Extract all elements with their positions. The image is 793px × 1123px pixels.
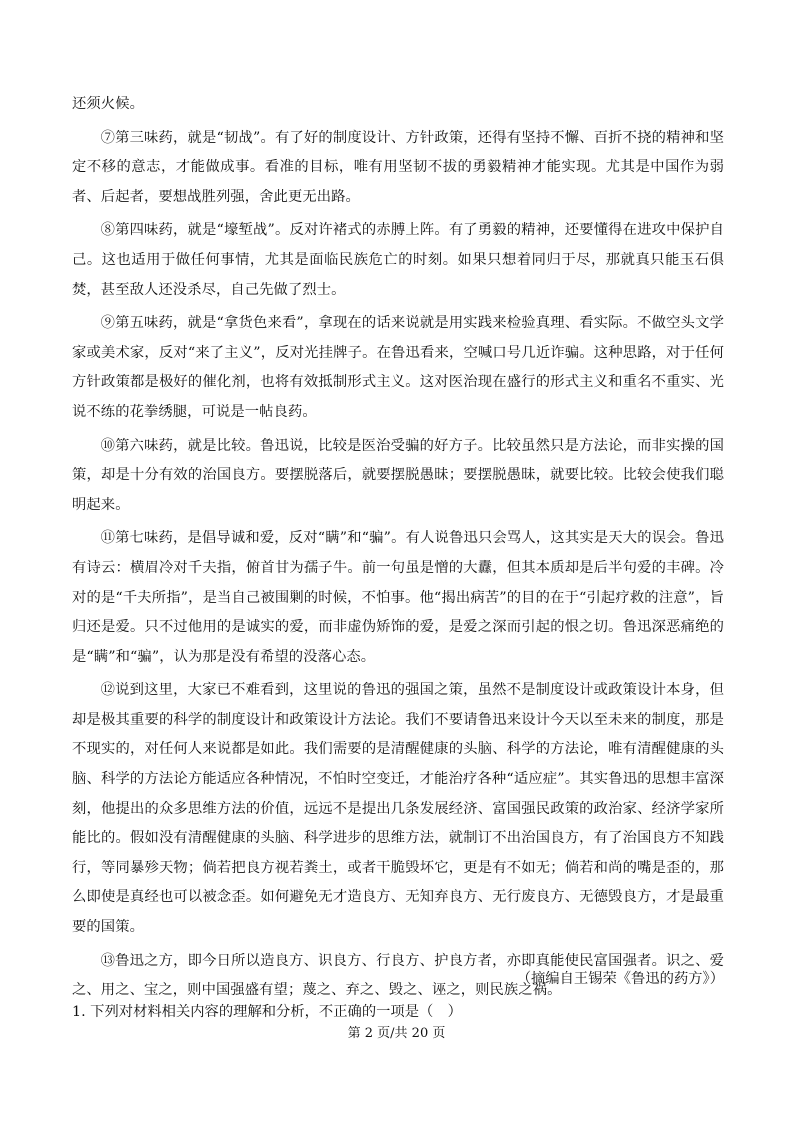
page-footer: 第 2 页/共 20 页	[347, 1026, 446, 1041]
paragraph-8: ⑧第四味药，就是“壕堑战”。反对许褚式的赤膊上阵。有了勇毅的精神，还要懂得在进攻中保护自己。这也适用于做任何事情，尤其是面临民族危亡的时刻。如果只想着同归于尽，那就真只能玉石俱焚，甚至敌人还没杀尽，自己先做了烈士。	[72, 222, 724, 298]
article-body	[72, 90, 724, 1010]
paragraph-7: ⑦第三味药，就是“韧战”。有了好的制度设计、方针政策，还得有坚持不懈、百折不挠的精神和坚定不移的意志，才能做成事。看准的目标，唯有用坚韧不拔的勇毅精神才能实现。尤其是中国作为弱者、后起者，要想战胜列强，舍此更无出路。	[72, 129, 724, 205]
paragraph-10: ⑩第六味药，就是比较。鲁迅说，比较是医治受骗的好方子。比较虽然只是方法论，而非实操的国策，却是十分有效的治国良方。要摆脱落后，就要摆脱愚昧；要摆脱愚昧，就要比较。比较会使我们聪明起来。	[72, 437, 724, 513]
paragraph-13: ⑬鲁迅之方，即今日所以造良方、识良方、行良方、护良方者，亦即真能使民富国强者。识之、爱之、用之、宝之，则中国强盛有望；蔑之、弃之、毁之、诬之，则民族之祸。	[72, 952, 724, 999]
question-1: 1. 下列对材料相关内容的理解和分析，不正确的一项是（ ）	[72, 1004, 462, 1020]
paragraph-11: ⑪第七味药，是倡导诚和爱，反对“瞒”和“骗”。有人说鲁迅只会骂人，这其实是天大的误会。鲁迅有诗云：横眉冷对千夫指，俯首甘为孺子牛。前一句虽是憎的大纛，但其本质却是后半句爱的丰碑。冷对的是“千夫所指”，是当自己被围剿的时候，不怕事。他“揭出病苦”的目的在于“引起疗救的注意”，旨归还是爱。只不过他用的是诚实的爱，而非虚伪矫饰的爱，是爱之深而引起的恨之切。鲁迅深恶痛绝的是“瞒”和“骗”，认为那是没有希望的没落心态。	[72, 530, 724, 665]
paragraph-9: ⑨第五味药，就是“拿货色来看”，拿现在的话来说就是用实践来检验真理、看实际。不做空头文学家或美术家，反对“来了主义”，反对光挂牌子。在鲁迅看来，空喊口号几近诈骗。这种思路，对于任何方针政策都是极好的催化剂，也将有效抵制形式主义。这对医治现在盛行的形式主义和重名不重实、光说不练的花拳绣腿，可说是一帖良药。	[72, 315, 724, 420]
paragraph-continuation: 还须火候。	[72, 96, 144, 112]
paragraph-12: ⑫说到这里，大家已不难看到，这里说的鲁迅的强国之策，虽然不是制度设计或政策设计本身，但却是极其重要的科学的制度设计和政策设计方法论。我们不要请鲁迅来设计今天以至未来的制度，那是不现实的，对任何人来说都是如此。我们需要的是清醒健康的头脑、科学的方法论，唯有清醒健康的头脑、科学的方法论方能适应各种情况，不怕时空变迁，才能治疗各种“适应症”。其实鲁迅的思想丰富深刻，他提出的众多思维方法的价值，远远不是提出几条发展经济、富国强民政策的政治家、经济学家所能比的。假如没有清醒健康的头脑、科学进步的思维方法，就制订不出治国良方，有了治国良方不知践行，等同暴殄天物；倘若把良方视若粪土，或者干脆毁坏它，更是有不如无；倘若和尚的嘴是歪的，那么即使是真经也可以被念歪。如何避免无才造良方、无知弃良方、无行废良方、无德毁良方，才是最重要的国策。	[72, 682, 724, 936]
article-source: （摘编自王锡荣《鲁迅的药方》）	[516, 971, 724, 987]
